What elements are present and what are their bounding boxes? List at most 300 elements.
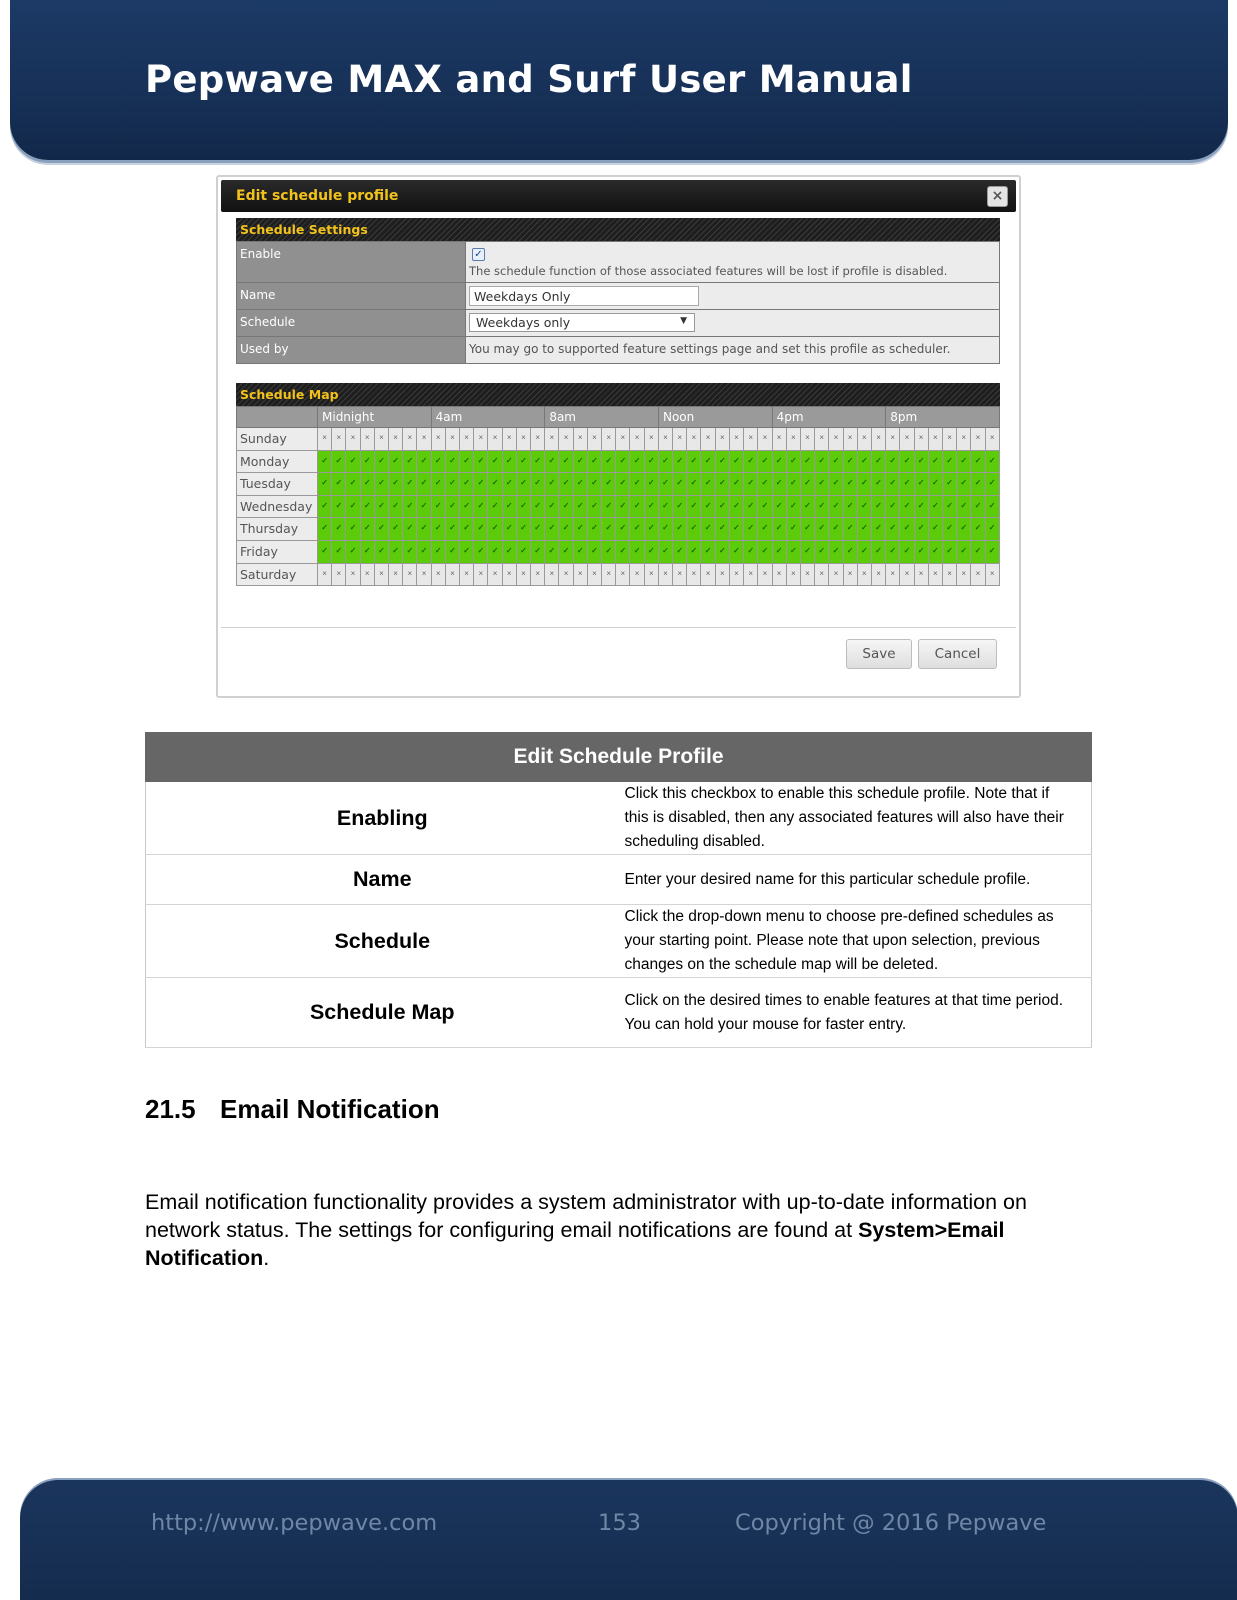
schedule-cell-on[interactable]: ✓ <box>915 451 929 474</box>
schedule-cell-on[interactable]: ✓ <box>886 518 900 541</box>
schedule-cell-on[interactable]: ✓ <box>531 496 545 519</box>
schedule-cell-on[interactable]: ✓ <box>701 496 715 519</box>
schedule-cell-off[interactable]: × <box>943 428 957 451</box>
schedule-cell-on[interactable]: ✓ <box>517 451 531 474</box>
schedule-cell-off[interactable]: × <box>900 564 914 587</box>
schedule-cell-off[interactable]: × <box>574 428 588 451</box>
schedule-cell-on[interactable]: ✓ <box>716 541 730 564</box>
schedule-cell-on[interactable]: ✓ <box>986 496 1000 519</box>
schedule-cell-off[interactable]: × <box>929 428 943 451</box>
schedule-cell-off[interactable]: × <box>630 428 644 451</box>
schedule-cell-off[interactable]: × <box>602 428 616 451</box>
schedule-cell-on[interactable]: ✓ <box>559 518 573 541</box>
schedule-cell-on[interactable]: ✓ <box>332 496 346 519</box>
schedule-cell-on[interactable]: ✓ <box>815 541 829 564</box>
schedule-cell-on[interactable]: ✓ <box>971 496 985 519</box>
schedule-cell-on[interactable]: ✓ <box>403 473 417 496</box>
schedule-cell-off[interactable]: × <box>517 564 531 587</box>
schedule-cell-on[interactable]: ✓ <box>403 451 417 474</box>
schedule-cell-on[interactable]: ✓ <box>432 496 446 519</box>
schedule-cell-on[interactable]: ✓ <box>602 451 616 474</box>
cancel-button[interactable]: Cancel <box>918 639 997 669</box>
schedule-cell-on[interactable]: ✓ <box>375 541 389 564</box>
schedule-cell-off[interactable]: × <box>716 428 730 451</box>
close-icon[interactable]: × <box>987 186 1008 207</box>
schedule-cell-on[interactable]: ✓ <box>730 473 744 496</box>
schedule-cell-off[interactable]: × <box>886 564 900 587</box>
schedule-cell-on[interactable]: ✓ <box>602 473 616 496</box>
schedule-cell-on[interactable]: ✓ <box>346 518 360 541</box>
schedule-cell-on[interactable]: ✓ <box>744 496 758 519</box>
schedule-cell-on[interactable]: ✓ <box>545 451 559 474</box>
schedule-cell-on[interactable]: ✓ <box>915 496 929 519</box>
schedule-cell-on[interactable]: ✓ <box>346 473 360 496</box>
schedule-cell-off[interactable]: × <box>858 428 872 451</box>
schedule-cell-on[interactable]: ✓ <box>389 496 403 519</box>
schedule-cell-on[interactable]: ✓ <box>474 473 488 496</box>
schedule-cell-on[interactable]: ✓ <box>971 541 985 564</box>
schedule-cell-on[interactable]: ✓ <box>829 541 843 564</box>
schedule-cell-off[interactable]: × <box>815 428 829 451</box>
schedule-cell-off[interactable]: × <box>673 428 687 451</box>
schedule-cell-on[interactable]: ✓ <box>773 451 787 474</box>
schedule-cell-off[interactable]: × <box>886 428 900 451</box>
schedule-cell-on[interactable]: ✓ <box>517 518 531 541</box>
schedule-cell-on[interactable]: ✓ <box>545 473 559 496</box>
save-button[interactable]: Save <box>846 639 912 669</box>
schedule-cell-on[interactable]: ✓ <box>432 473 446 496</box>
schedule-cell-on[interactable]: ✓ <box>460 518 474 541</box>
schedule-cell-on[interactable]: ✓ <box>616 473 630 496</box>
schedule-cell-on[interactable]: ✓ <box>687 518 701 541</box>
schedule-cell-on[interactable]: ✓ <box>417 518 431 541</box>
schedule-cell-on[interactable]: ✓ <box>687 541 701 564</box>
schedule-cell-off[interactable]: × <box>701 428 715 451</box>
schedule-cell-on[interactable]: ✓ <box>417 496 431 519</box>
schedule-cell-on[interactable]: ✓ <box>986 518 1000 541</box>
schedule-cell-on[interactable]: ✓ <box>574 496 588 519</box>
schedule-cell-off[interactable]: × <box>403 564 417 587</box>
schedule-cell-off[interactable]: × <box>915 428 929 451</box>
schedule-cell-on[interactable]: ✓ <box>673 518 687 541</box>
schedule-cell-off[interactable]: × <box>986 428 1000 451</box>
schedule-cell-on[interactable]: ✓ <box>886 541 900 564</box>
schedule-cell-off[interactable]: × <box>574 564 588 587</box>
schedule-cell-on[interactable]: ✓ <box>730 451 744 474</box>
schedule-cell-on[interactable]: ✓ <box>872 451 886 474</box>
schedule-cell-off[interactable]: × <box>332 428 346 451</box>
schedule-cell-on[interactable]: ✓ <box>375 518 389 541</box>
schedule-cell-on[interactable]: ✓ <box>844 518 858 541</box>
schedule-cell-on[interactable]: ✓ <box>773 518 787 541</box>
schedule-cell-off[interactable]: × <box>858 564 872 587</box>
schedule-cell-on[interactable]: ✓ <box>503 496 517 519</box>
schedule-cell-off[interactable]: × <box>503 564 517 587</box>
schedule-cell-off[interactable]: × <box>517 428 531 451</box>
schedule-cell-off[interactable]: × <box>659 428 673 451</box>
schedule-cell-on[interactable]: ✓ <box>744 518 758 541</box>
schedule-cell-on[interactable]: ✓ <box>602 496 616 519</box>
schedule-cell-off[interactable]: × <box>815 564 829 587</box>
schedule-cell-on[interactable]: ✓ <box>588 496 602 519</box>
schedule-cell-on[interactable]: ✓ <box>744 451 758 474</box>
schedule-cell-on[interactable]: ✓ <box>915 473 929 496</box>
schedule-cell-on[interactable]: ✓ <box>801 451 815 474</box>
schedule-cell-on[interactable]: ✓ <box>389 473 403 496</box>
schedule-cell-on[interactable]: ✓ <box>531 518 545 541</box>
schedule-cell-on[interactable]: ✓ <box>673 451 687 474</box>
schedule-cell-on[interactable]: ✓ <box>602 518 616 541</box>
schedule-cell-on[interactable]: ✓ <box>815 451 829 474</box>
schedule-cell-on[interactable]: ✓ <box>403 518 417 541</box>
schedule-cell-on[interactable]: ✓ <box>730 518 744 541</box>
schedule-cell-on[interactable]: ✓ <box>559 473 573 496</box>
schedule-cell-off[interactable]: × <box>375 428 389 451</box>
schedule-cell-on[interactable]: ✓ <box>432 451 446 474</box>
schedule-cell-off[interactable]: × <box>460 428 474 451</box>
schedule-cell-on[interactable]: ✓ <box>787 496 801 519</box>
schedule-cell-on[interactable]: ✓ <box>900 496 914 519</box>
schedule-cell-on[interactable]: ✓ <box>574 518 588 541</box>
schedule-cell-on[interactable]: ✓ <box>801 541 815 564</box>
schedule-cell-on[interactable]: ✓ <box>474 496 488 519</box>
schedule-cell-on[interactable]: ✓ <box>545 518 559 541</box>
schedule-cell-on[interactable]: ✓ <box>346 496 360 519</box>
schedule-cell-on[interactable]: ✓ <box>900 518 914 541</box>
schedule-cell-on[interactable]: ✓ <box>361 473 375 496</box>
schedule-cell-on[interactable]: ✓ <box>858 496 872 519</box>
name-input[interactable]: Weekdays Only <box>469 286 699 306</box>
schedule-cell-on[interactable]: ✓ <box>446 451 460 474</box>
schedule-cell-off[interactable]: × <box>773 564 787 587</box>
schedule-cell-on[interactable]: ✓ <box>773 473 787 496</box>
schedule-cell-on[interactable]: ✓ <box>687 451 701 474</box>
schedule-cell-on[interactable]: ✓ <box>943 518 957 541</box>
schedule-cell-on[interactable]: ✓ <box>900 541 914 564</box>
schedule-cell-off[interactable]: × <box>630 564 644 587</box>
schedule-cell-on[interactable]: ✓ <box>872 541 886 564</box>
schedule-cell-on[interactable]: ✓ <box>346 541 360 564</box>
schedule-cell-on[interactable]: ✓ <box>375 473 389 496</box>
schedule-cell-off[interactable]: × <box>616 564 630 587</box>
schedule-cell-on[interactable]: ✓ <box>446 473 460 496</box>
schedule-cell-on[interactable]: ✓ <box>574 541 588 564</box>
schedule-cell-on[interactable]: ✓ <box>645 451 659 474</box>
schedule-cell-on[interactable]: ✓ <box>943 451 957 474</box>
schedule-cell-on[interactable]: ✓ <box>645 473 659 496</box>
schedule-cell-on[interactable]: ✓ <box>701 473 715 496</box>
schedule-cell-off[interactable]: × <box>318 428 332 451</box>
schedule-cell-on[interactable]: ✓ <box>403 541 417 564</box>
schedule-cell-on[interactable]: ✓ <box>943 541 957 564</box>
schedule-cell-off[interactable]: × <box>701 564 715 587</box>
schedule-cell-on[interactable]: ✓ <box>531 473 545 496</box>
schedule-cell-off[interactable]: × <box>758 428 772 451</box>
schedule-cell-off[interactable]: × <box>361 428 375 451</box>
schedule-cell-off[interactable]: × <box>559 564 573 587</box>
schedule-cell-on[interactable]: ✓ <box>588 518 602 541</box>
schedule-cell-on[interactable]: ✓ <box>446 496 460 519</box>
schedule-cell-on[interactable]: ✓ <box>872 496 886 519</box>
schedule-cell-on[interactable]: ✓ <box>801 496 815 519</box>
schedule-cell-off[interactable]: × <box>332 564 346 587</box>
schedule-cell-on[interactable]: ✓ <box>645 541 659 564</box>
schedule-cell-off[interactable]: × <box>900 428 914 451</box>
schedule-cell-on[interactable]: ✓ <box>375 496 389 519</box>
schedule-cell-on[interactable]: ✓ <box>829 518 843 541</box>
schedule-cell-on[interactable]: ✓ <box>844 541 858 564</box>
schedule-cell-on[interactable]: ✓ <box>630 541 644 564</box>
schedule-cell-off[interactable]: × <box>446 564 460 587</box>
schedule-cell-on[interactable]: ✓ <box>659 541 673 564</box>
schedule-cell-on[interactable]: ✓ <box>361 451 375 474</box>
schedule-cell-on[interactable]: ✓ <box>588 473 602 496</box>
schedule-cell-off[interactable]: × <box>389 564 403 587</box>
schedule-cell-on[interactable]: ✓ <box>716 473 730 496</box>
schedule-cell-off[interactable]: × <box>758 564 772 587</box>
schedule-cell-off[interactable]: × <box>318 564 332 587</box>
schedule-cell-on[interactable]: ✓ <box>730 541 744 564</box>
schedule-cell-on[interactable]: ✓ <box>758 518 772 541</box>
schedule-cell-on[interactable]: ✓ <box>872 518 886 541</box>
schedule-cell-on[interactable]: ✓ <box>630 473 644 496</box>
schedule-cell-on[interactable]: ✓ <box>744 473 758 496</box>
schedule-cell-on[interactable]: ✓ <box>446 518 460 541</box>
schedule-cell-on[interactable]: ✓ <box>488 496 502 519</box>
schedule-cell-off[interactable]: × <box>361 564 375 587</box>
enable-checkbox[interactable]: ✓ <box>472 248 485 261</box>
schedule-cell-on[interactable]: ✓ <box>361 496 375 519</box>
schedule-cell-off[interactable]: × <box>375 564 389 587</box>
schedule-cell-on[interactable]: ✓ <box>517 541 531 564</box>
schedule-cell-on[interactable]: ✓ <box>829 451 843 474</box>
schedule-cell-off[interactable]: × <box>488 564 502 587</box>
schedule-cell-on[interactable]: ✓ <box>716 496 730 519</box>
schedule-cell-on[interactable]: ✓ <box>488 473 502 496</box>
schedule-cell-on[interactable]: ✓ <box>446 541 460 564</box>
schedule-cell-on[interactable]: ✓ <box>503 473 517 496</box>
schedule-cell-on[interactable]: ✓ <box>659 451 673 474</box>
schedule-cell-off[interactable]: × <box>531 428 545 451</box>
schedule-cell-off[interactable]: × <box>545 428 559 451</box>
schedule-cell-on[interactable]: ✓ <box>815 496 829 519</box>
schedule-cell-on[interactable]: ✓ <box>389 451 403 474</box>
schedule-cell-on[interactable]: ✓ <box>602 541 616 564</box>
schedule-cell-off[interactable]: × <box>545 564 559 587</box>
schedule-cell-on[interactable]: ✓ <box>886 496 900 519</box>
schedule-cell-off[interactable]: × <box>872 428 886 451</box>
schedule-cell-on[interactable]: ✓ <box>929 473 943 496</box>
schedule-cell-off[interactable]: × <box>687 564 701 587</box>
schedule-cell-on[interactable]: ✓ <box>971 473 985 496</box>
schedule-cell-off[interactable]: × <box>844 564 858 587</box>
schedule-cell-off[interactable]: × <box>559 428 573 451</box>
schedule-cell-on[interactable]: ✓ <box>673 496 687 519</box>
schedule-cell-on[interactable]: ✓ <box>716 451 730 474</box>
schedule-cell-on[interactable]: ✓ <box>616 541 630 564</box>
schedule-cell-off[interactable]: × <box>432 428 446 451</box>
schedule-cell-off[interactable]: × <box>616 428 630 451</box>
schedule-cell-on[interactable]: ✓ <box>559 451 573 474</box>
schedule-cell-on[interactable]: ✓ <box>630 518 644 541</box>
schedule-cell-on[interactable]: ✓ <box>318 473 332 496</box>
schedule-cell-off[interactable]: × <box>773 428 787 451</box>
schedule-cell-on[interactable]: ✓ <box>872 473 886 496</box>
schedule-cell-on[interactable]: ✓ <box>716 518 730 541</box>
schedule-cell-on[interactable]: ✓ <box>787 451 801 474</box>
schedule-cell-off[interactable]: × <box>801 428 815 451</box>
schedule-cell-on[interactable]: ✓ <box>503 518 517 541</box>
schedule-cell-on[interactable]: ✓ <box>588 451 602 474</box>
schedule-cell-on[interactable]: ✓ <box>616 451 630 474</box>
schedule-cell-on[interactable]: ✓ <box>474 541 488 564</box>
schedule-cell-off[interactable]: × <box>346 428 360 451</box>
schedule-cell-off[interactable]: × <box>474 564 488 587</box>
schedule-cell-on[interactable]: ✓ <box>389 518 403 541</box>
schedule-cell-on[interactable]: ✓ <box>403 496 417 519</box>
schedule-cell-on[interactable]: ✓ <box>957 473 971 496</box>
schedule-cell-on[interactable]: ✓ <box>503 541 517 564</box>
schedule-cell-on[interactable]: ✓ <box>659 518 673 541</box>
schedule-cell-on[interactable]: ✓ <box>531 541 545 564</box>
footer-url[interactable]: http://www.pepwave.com <box>151 1510 438 1536</box>
schedule-cell-on[interactable]: ✓ <box>943 496 957 519</box>
schedule-cell-off[interactable]: × <box>730 428 744 451</box>
schedule-cell-off[interactable]: × <box>474 428 488 451</box>
schedule-cell-on[interactable]: ✓ <box>744 541 758 564</box>
schedule-cell-off[interactable]: × <box>971 564 985 587</box>
schedule-cell-on[interactable]: ✓ <box>758 451 772 474</box>
schedule-cell-on[interactable]: ✓ <box>957 541 971 564</box>
schedule-cell-on[interactable]: ✓ <box>687 473 701 496</box>
schedule-cell-on[interactable]: ✓ <box>375 451 389 474</box>
schedule-cell-on[interactable]: ✓ <box>844 496 858 519</box>
schedule-cell-on[interactable]: ✓ <box>545 541 559 564</box>
schedule-cell-on[interactable]: ✓ <box>929 541 943 564</box>
schedule-cell-on[interactable]: ✓ <box>801 518 815 541</box>
schedule-cell-on[interactable]: ✓ <box>361 518 375 541</box>
schedule-cell-on[interactable]: ✓ <box>986 451 1000 474</box>
schedule-cell-on[interactable]: ✓ <box>559 496 573 519</box>
schedule-cell-on[interactable]: ✓ <box>801 473 815 496</box>
schedule-cell-off[interactable]: × <box>844 428 858 451</box>
schedule-cell-off[interactable]: × <box>389 428 403 451</box>
schedule-cell-on[interactable]: ✓ <box>503 451 517 474</box>
schedule-cell-on[interactable]: ✓ <box>844 473 858 496</box>
schedule-cell-off[interactable]: × <box>417 428 431 451</box>
schedule-cell-on[interactable]: ✓ <box>346 451 360 474</box>
schedule-cell-on[interactable]: ✓ <box>517 473 531 496</box>
schedule-cell-on[interactable]: ✓ <box>815 518 829 541</box>
schedule-cell-off[interactable]: × <box>986 564 1000 587</box>
schedule-cell-on[interactable]: ✓ <box>758 496 772 519</box>
schedule-cell-on[interactable]: ✓ <box>574 473 588 496</box>
schedule-cell-off[interactable]: × <box>432 564 446 587</box>
schedule-cell-on[interactable]: ✓ <box>659 473 673 496</box>
schedule-cell-off[interactable]: × <box>645 428 659 451</box>
schedule-cell-off[interactable]: × <box>744 564 758 587</box>
schedule-cell-on[interactable]: ✓ <box>474 451 488 474</box>
schedule-cell-off[interactable]: × <box>417 564 431 587</box>
schedule-cell-on[interactable]: ✓ <box>929 451 943 474</box>
schedule-cell-on[interactable]: ✓ <box>900 473 914 496</box>
schedule-cell-on[interactable]: ✓ <box>971 451 985 474</box>
schedule-cell-off[interactable]: × <box>588 428 602 451</box>
schedule-cell-off[interactable]: × <box>602 564 616 587</box>
schedule-cell-on[interactable]: ✓ <box>630 496 644 519</box>
schedule-cell-on[interactable]: ✓ <box>915 518 929 541</box>
schedule-cell-on[interactable]: ✓ <box>460 451 474 474</box>
schedule-cell-on[interactable]: ✓ <box>545 496 559 519</box>
schedule-cell-on[interactable]: ✓ <box>787 518 801 541</box>
schedule-cell-on[interactable]: ✓ <box>616 496 630 519</box>
schedule-cell-on[interactable]: ✓ <box>886 473 900 496</box>
schedule-cell-on[interactable]: ✓ <box>460 496 474 519</box>
schedule-cell-off[interactable]: × <box>971 428 985 451</box>
schedule-cell-on[interactable]: ✓ <box>488 541 502 564</box>
schedule-cell-on[interactable]: ✓ <box>986 541 1000 564</box>
schedule-cell-on[interactable]: ✓ <box>389 541 403 564</box>
schedule-cell-off[interactable]: × <box>460 564 474 587</box>
schedule-cell-on[interactable]: ✓ <box>758 541 772 564</box>
schedule-cell-off[interactable]: × <box>829 564 843 587</box>
schedule-cell-on[interactable]: ✓ <box>474 518 488 541</box>
schedule-cell-off[interactable]: × <box>787 564 801 587</box>
schedule-cell-off[interactable]: × <box>787 428 801 451</box>
schedule-cell-off[interactable]: × <box>716 564 730 587</box>
schedule-cell-on[interactable]: ✓ <box>787 541 801 564</box>
schedule-cell-on[interactable]: ✓ <box>844 451 858 474</box>
schedule-cell-off[interactable]: × <box>488 428 502 451</box>
schedule-cell-on[interactable]: ✓ <box>432 541 446 564</box>
schedule-cell-on[interactable]: ✓ <box>488 451 502 474</box>
schedule-cell-on[interactable]: ✓ <box>332 451 346 474</box>
schedule-cell-off[interactable]: × <box>673 564 687 587</box>
schedule-cell-off[interactable]: × <box>446 428 460 451</box>
schedule-cell-on[interactable]: ✓ <box>318 451 332 474</box>
schedule-cell-off[interactable]: × <box>957 564 971 587</box>
schedule-cell-on[interactable]: ✓ <box>417 473 431 496</box>
schedule-cell-on[interactable]: ✓ <box>701 451 715 474</box>
schedule-cell-on[interactable]: ✓ <box>616 518 630 541</box>
schedule-cell-on[interactable]: ✓ <box>417 541 431 564</box>
schedule-cell-on[interactable]: ✓ <box>588 541 602 564</box>
schedule-cell-on[interactable]: ✓ <box>673 541 687 564</box>
schedule-cell-off[interactable]: × <box>659 564 673 587</box>
schedule-cell-off[interactable]: × <box>403 428 417 451</box>
schedule-cell-off[interactable]: × <box>744 428 758 451</box>
schedule-cell-on[interactable]: ✓ <box>488 518 502 541</box>
schedule-cell-off[interactable]: × <box>588 564 602 587</box>
schedule-cell-on[interactable]: ✓ <box>957 496 971 519</box>
schedule-cell-on[interactable]: ✓ <box>858 473 872 496</box>
schedule-cell-off[interactable]: × <box>531 564 545 587</box>
schedule-cell-on[interactable]: ✓ <box>943 473 957 496</box>
schedule-cell-on[interactable]: ✓ <box>971 518 985 541</box>
schedule-cell-off[interactable]: × <box>943 564 957 587</box>
schedule-cell-on[interactable]: ✓ <box>957 518 971 541</box>
schedule-cell-on[interactable]: ✓ <box>460 473 474 496</box>
schedule-cell-on[interactable]: ✓ <box>829 496 843 519</box>
schedule-cell-on[interactable]: ✓ <box>701 518 715 541</box>
schedule-cell-on[interactable]: ✓ <box>929 496 943 519</box>
schedule-cell-on[interactable]: ✓ <box>858 451 872 474</box>
schedule-cell-on[interactable]: ✓ <box>815 473 829 496</box>
schedule-cell-off[interactable]: × <box>929 564 943 587</box>
schedule-cell-on[interactable]: ✓ <box>659 496 673 519</box>
schedule-cell-on[interactable]: ✓ <box>957 451 971 474</box>
schedule-cell-on[interactable]: ✓ <box>417 451 431 474</box>
